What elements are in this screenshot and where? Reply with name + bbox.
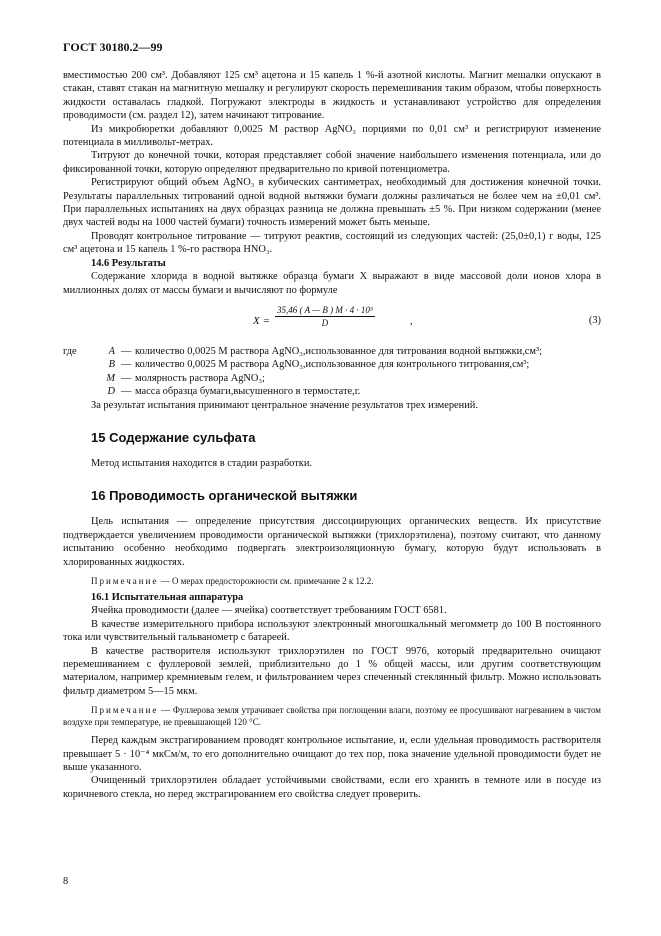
legend-prefix (63, 372, 83, 385)
note-text: — Фуллерова земля утрачивает свойства при поглощении влаги, поэтому ее просушивают нагреванием в чистом воздухе при температуре, не превышающей 120 °С. (63, 705, 601, 728)
page-number: 8 (63, 876, 69, 887)
paragraph: Ячейка проводимости (далее — ячейка) соответствует требованиям ГОСТ 6581. (91, 605, 447, 617)
paragraph: Регистрируют общий объем AgNO₃ в кубических сантиметрах, необходимый для достижения конечной точки. Результаты параллельных титрований одной водной вытяжки бумаги должны различаться не более чем на ±0,01 см³. При параллельных испытаниях на двух образцах разница не должна превышать ±5 %. При низком содержании (менее двух частей воды на 1000 частей бумаги) точность измерений может быть меньше. (63, 177, 601, 229)
legend-dash: — (121, 359, 132, 371)
legend-row (63, 385, 601, 398)
legend-prefix (63, 385, 83, 398)
note-label: Примечание (91, 575, 159, 586)
paragraph: Титруют до конечной точки, которая представляет собой значение наибольшего изменения потенциала, или до фиксированной точки, которую определяют предварительно по кривой потенциометра. (63, 150, 601, 175)
subsection-heading-14-6: 14.6 Результаты (91, 257, 166, 269)
paragraph: Цель испытания — определение присутствия диссоциирующих органических веществ. Их присутствие подтверждается увеличением проводимости органической вытяжки (трихлорэтилена), поэтому считают, что данному испытанию особенно необходимо подвергать электроизоляционную бумагу, которую будут использовать в хлорированных жидкостях. (63, 516, 601, 568)
note-label: Примечание (91, 705, 159, 716)
legend-text: количество 0,0025 М раствора AgNO₃,использованное для титрования водной вытяжки,см³; (135, 345, 542, 357)
subsection-heading-16-1: 16.1 Испытательная аппаратура (91, 591, 244, 603)
formula-fraction (275, 305, 375, 328)
note (63, 575, 601, 587)
legend-text: молярность раствора AgNO₃; (135, 372, 265, 384)
legend-symbol: D (107, 386, 115, 398)
paragraph: вместимостью 200 см³. Добавляют 125 см³ ацетона и 15 капель 1 %-й азотной кислоты. Магнит мешалки опускают в стакан, ставят стакан на магнитную мешалку и регулируют скорость перемешивания таким образом, чтобы поверхность жидкости оставалась гладкой. Погружают электроды в жидкость и устанавливают устройство для определения проводимости (см. раздел 12), затем начинают титрование. (63, 70, 601, 122)
legend-dash: — (121, 372, 132, 384)
legend-prefix: где (63, 345, 77, 357)
section-heading-15: 15 Содержание сульфата (91, 429, 256, 445)
document-page (63, 40, 601, 801)
formula-denominator: D (321, 317, 329, 328)
paragraph: В качестве измерительного прибора используют электронный многошкальный мегомметр до 100 В постоянного тока или чувствительный гальванометр с батареей. (63, 618, 601, 644)
paragraph: Метод испытания находится в стадии разработки. (91, 457, 312, 469)
legend-dash: — (121, 345, 132, 357)
formula-lhs: X = (253, 314, 270, 327)
legend-row (63, 372, 601, 385)
legend-prefix (63, 358, 83, 371)
legend-row (63, 345, 601, 358)
legend-symbol: M (106, 372, 115, 384)
note (63, 704, 601, 728)
formula-3 (63, 305, 601, 339)
paragraph: За результат испытания принимают центральное значение результатов трех измерений. (91, 399, 478, 411)
document-header: ГОСТ 30180.2—99 (63, 40, 163, 54)
section-heading-16: 16 Проводимость органической вытяжки (91, 488, 358, 504)
paragraph: Из микробюретки добавляют 0,0025 М раствор AgNO₃ порциями по 0,01 см³ и регистрируют изменение потенциала в милливольт-метрах. (63, 123, 601, 149)
legend-symbol: A (108, 345, 115, 357)
legend-text: количество 0,0025 М раствора AgNO₃,использованное для контрольного титрования,см³; (135, 359, 530, 371)
paragraph: Содержание хлорида в водной вытяжке образца бумаги X выражают в виде массовой доли ионов хлора в миллионных долях от массы бумаги и вычисляют по формуле (63, 271, 601, 296)
formula-numerator: 35,46 ( A — B ) M · 4 · 10³ (277, 304, 373, 315)
note-text: — О мерах предосторожности см. примечание 2 к 12.2. (158, 575, 374, 586)
formula-comma: , (410, 314, 413, 327)
paragraph: Проводят контрольное титрование — титруют реактив, состоящий из следующих частей: (25,0±0,1) г воды, 125 см³ ацетона и 15 капель 1 %-го раствора HNO₃. (63, 230, 601, 256)
paragraph: В качестве растворителя используют трихлорэтилен по ГОСТ 9976, который предварительно очищают перемешиванием с фуллеровой землей, приблизительно до 1 % общей массы, или другим соответствующим материалом, например кремниевым гелем, и фильтрованием через спеченный стеклянный фильтр. Можно использовать фильтр диаметром 5—15 мкм. (63, 645, 601, 697)
legend-text: масса образца бумаги,высушенного в термостате,г. (135, 386, 361, 398)
legend-row (63, 358, 601, 371)
paragraph: Очищенный трихлорэтилен обладает устойчивыми свойствами, если его хранить в темноте или в посуде из коричневого стекла, но перед экстрагированием его свойства следует проверить. (63, 775, 601, 800)
legend-symbol: B (108, 359, 115, 371)
formula-number: (3) (588, 314, 601, 326)
paragraph: Перед каждым экстрагированием проводят контрольное испытание, и, если удельная проводимость растворителя превышает 5 · 10⁻⁴ мкСм/м, то его дополнительно очищают до тех пор, пока значение удельной проводимости будет не выше указанного. (63, 735, 601, 774)
legend-dash: — (121, 386, 132, 398)
formula-legend (63, 345, 601, 399)
